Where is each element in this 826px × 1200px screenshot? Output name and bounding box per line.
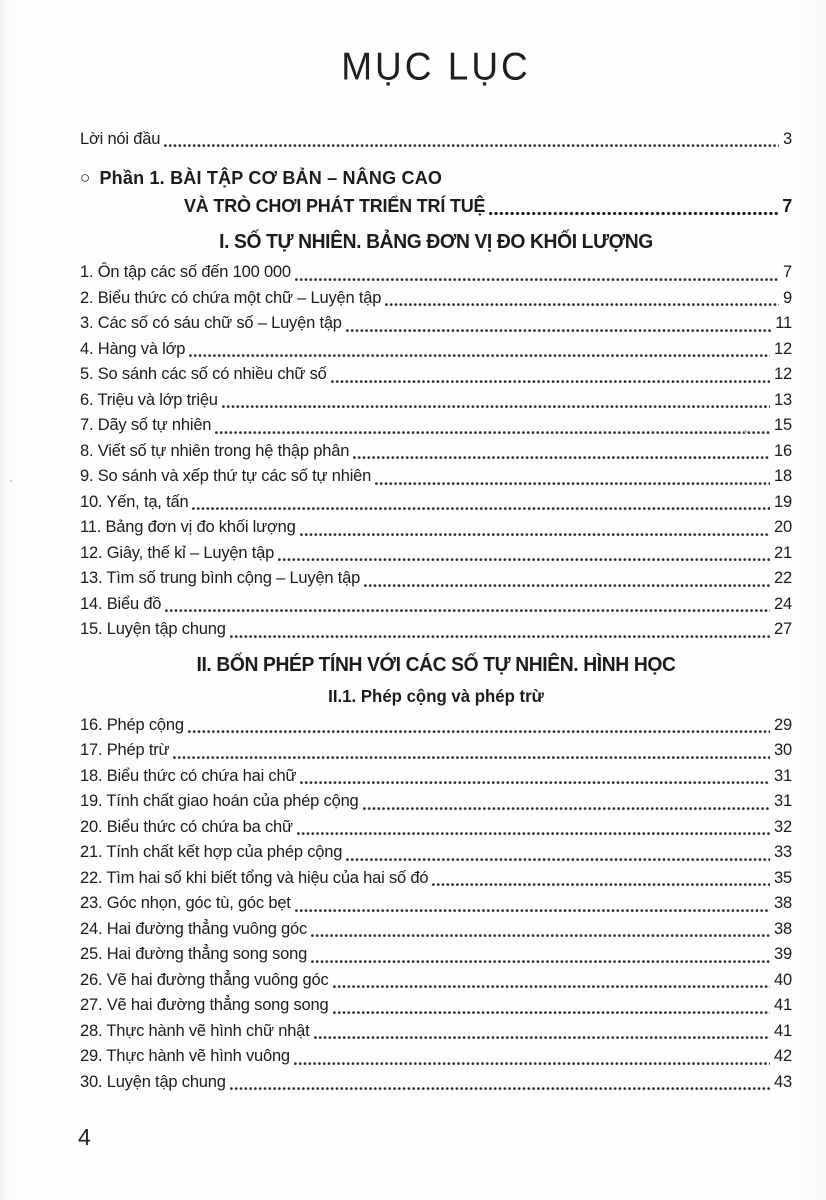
toc-entry xyxy=(80,942,792,968)
toc-entry-label: 10. Yến, tạ, tấn xyxy=(80,492,189,511)
toc-entry xyxy=(80,260,792,286)
toc-entry-page: 19 xyxy=(774,492,792,511)
dot-leader xyxy=(333,968,771,994)
toc-entry-label: Lời nói đầu xyxy=(80,129,161,148)
dot-leader xyxy=(346,840,770,866)
dot-leader xyxy=(432,866,770,892)
toc-entry-label: 23. Góc nhọn, góc tù, góc bẹt xyxy=(80,894,291,913)
toc-entry xyxy=(80,464,792,490)
dot-leader xyxy=(189,337,770,363)
toc-entry xyxy=(80,891,792,917)
toc-entry xyxy=(80,713,792,739)
toc-entry-page: 39 xyxy=(774,945,792,964)
toc-entry-page: 35 xyxy=(774,868,792,887)
toc-entry-label: 12. Giây, thế kỉ – Luyện tập xyxy=(80,543,275,562)
section-heading: II. BỐN PHÉP TÍNH VỚI CÁC SỐ TỰ NHIÊN. HÌNH HỌC xyxy=(196,652,676,676)
toc-entry xyxy=(80,917,792,943)
toc-entry-label: 1. Ôn tập các số đến 100 000 xyxy=(80,263,291,282)
toc-entry-page: 3 xyxy=(783,129,792,148)
dot-leader xyxy=(164,127,779,153)
toc-entry xyxy=(80,286,792,312)
dot-leader xyxy=(363,789,771,815)
toc-entry-label: 3. Các số có sáu chữ số – Luyện tập xyxy=(80,314,342,333)
toc-entry-label: 7. Dãy số tự nhiên xyxy=(80,416,212,435)
toc-entry-page: 11 xyxy=(775,314,792,333)
toc-entry xyxy=(80,362,792,388)
dot-leader xyxy=(165,592,770,618)
dot-leader xyxy=(375,464,770,490)
toc-entry-page: 12 xyxy=(774,365,792,384)
toc-entry-page: 15 xyxy=(774,416,792,435)
dot-leader xyxy=(192,490,770,516)
toc-entry-page: 18 xyxy=(774,467,792,486)
dot-leader xyxy=(230,617,770,643)
toc-entry-page: 16 xyxy=(774,441,792,460)
part-heading-block xyxy=(80,165,792,220)
toc-entry xyxy=(80,337,792,363)
toc-entry-page: 38 xyxy=(774,919,792,938)
toc-entry xyxy=(80,592,792,618)
dot-leader xyxy=(364,566,770,592)
toc-entry-page: 21 xyxy=(774,543,792,562)
section-subheading: II.1. Phép cộng và phép trừ xyxy=(328,685,544,706)
toc-entry-page: 7 xyxy=(783,263,792,282)
dot-leader xyxy=(314,1019,771,1045)
toc-entry-page: 38 xyxy=(774,894,792,913)
toc-entry-page: 9 xyxy=(783,288,792,307)
dot-leader xyxy=(215,413,770,439)
toc-entry xyxy=(80,439,792,465)
dot-leader xyxy=(294,1044,770,1070)
toc-entry-label: 9. So sánh và xếp thứ tự các số tự nhiên xyxy=(80,467,372,486)
toc-entry xyxy=(80,413,792,439)
dot-leader xyxy=(331,362,770,388)
toc-entry xyxy=(80,968,792,994)
toc-entry-page: 27 xyxy=(774,620,792,639)
part-heading-text-continued: VÀ TRÒ CHƠI PHÁT TRIỂN TRÍ TUỆ xyxy=(184,196,486,217)
toc-entry-page: 41 xyxy=(774,996,792,1015)
toc-entry xyxy=(80,738,792,764)
toc-entry-page: 33 xyxy=(774,843,792,862)
toc-entry-page: 12 xyxy=(774,339,792,358)
toc-entry xyxy=(80,840,792,866)
toc-entry-label: 18. Biểu thức có chứa hai chữ xyxy=(80,766,297,785)
toc-entry-page: 32 xyxy=(774,817,792,836)
toc-entry-label: 21. Tính chất kết hợp của phép cộng xyxy=(80,843,343,862)
dot-leader xyxy=(300,515,770,541)
toc-entry-label: 14. Biểu đồ xyxy=(80,594,162,613)
toc-entry-label: 17. Phép trừ xyxy=(80,741,170,760)
dot-leader xyxy=(173,738,770,764)
dot-leader xyxy=(278,541,770,567)
dot-leader xyxy=(311,942,770,968)
toc-entry-label: 11. Bảng đơn vị đo khối lượng xyxy=(80,518,296,537)
dot-leader xyxy=(222,388,770,414)
toc-entry-label: 15. Luyện tập chung xyxy=(80,620,226,639)
toc-entry-page: 43 xyxy=(774,1072,792,1091)
toc-entry-label: 28. Thực hành vẽ hình chữ nhật xyxy=(80,1021,310,1040)
toc-entry-page: 31 xyxy=(774,766,792,785)
toc-entry-label: 5. So sánh các số có nhiều chữ số xyxy=(80,365,327,384)
toc-entry-label: 4. Hàng và lớp xyxy=(80,339,186,358)
toc-entry-page: 31 xyxy=(774,792,792,811)
toc-entry-label: 20. Biểu thức có chứa ba chữ xyxy=(80,817,293,836)
toc-entry-label: 16. Phép cộng xyxy=(80,715,184,734)
dot-leader xyxy=(230,1070,770,1096)
part-heading-text: Phần 1. BÀI TẬP CƠ BẢN – NÂNG CAO xyxy=(99,168,443,189)
toc-entry-page: 13 xyxy=(774,390,792,409)
dot-leader xyxy=(489,192,778,220)
toc-entry xyxy=(80,815,792,841)
dot-leader xyxy=(353,439,770,465)
toc-entry xyxy=(80,1044,792,1070)
part-heading-line2 xyxy=(184,192,792,220)
toc-entry-label: 26. Vẽ hai đường thẳng vuông góc xyxy=(80,970,329,989)
section-heading: I. SỐ TỰ NHIÊN. BẢNG ĐƠN VỊ ĐO KHỐI LƯỢNG xyxy=(219,230,653,254)
dot-leader xyxy=(188,713,770,739)
toc-entry-label: 27. Vẽ hai đường thẳng song song xyxy=(80,996,329,1015)
toc-entry-page: 20 xyxy=(774,518,792,537)
toc-entry-label: 6. Triệu và lớp triệu xyxy=(80,390,218,409)
toc-entry-page: 41 xyxy=(774,1021,792,1040)
dot-leader xyxy=(295,260,779,286)
toc-entry-page: 7 xyxy=(782,196,792,217)
toc-entry-label: 13. Tìm số trung bình cộng – Luyện tập xyxy=(80,569,361,588)
part-heading-line1 xyxy=(80,165,792,192)
toc-entry-page: 30 xyxy=(774,741,792,760)
dot-leader xyxy=(295,891,770,917)
toc-entry xyxy=(80,541,792,567)
dot-leader xyxy=(385,286,779,312)
dot-leader xyxy=(333,993,771,1019)
toc-entry-page: 24 xyxy=(774,594,792,613)
toc-entry xyxy=(80,1019,792,1045)
toc-entry xyxy=(80,993,792,1019)
toc-entry-label: 2. Biểu thức có chứa một chữ – Luyện tập xyxy=(80,288,382,307)
toc-entry-page: 29 xyxy=(774,715,792,734)
toc-entry-label: 30. Luyện tập chung xyxy=(80,1072,226,1091)
dot-leader xyxy=(346,311,771,337)
toc-entry-page: 22 xyxy=(774,569,792,588)
dot-leader xyxy=(297,815,770,841)
toc-entry-page: 42 xyxy=(774,1047,792,1066)
toc-entry-label: 25. Hai đường thẳng song song xyxy=(80,945,308,964)
dot-leader xyxy=(311,917,770,943)
toc-entry-label: 29. Thực hành vẽ hình vuông xyxy=(80,1047,290,1066)
toc-entry-label: 8. Viết số tự nhiên trong hệ thập phân xyxy=(80,441,350,460)
scan-speck xyxy=(10,480,12,482)
circle-bullet-icon: ○ xyxy=(80,168,91,188)
toc-entry xyxy=(80,490,792,516)
toc-entry xyxy=(80,617,792,643)
toc-entry-label: 19. Tính chất giao hoán của phép cộng xyxy=(80,792,359,811)
scan-speck xyxy=(744,430,747,433)
toc-entry xyxy=(80,789,792,815)
toc-entry xyxy=(80,1070,792,1096)
toc-sections xyxy=(80,227,792,1095)
toc-entry-page: 40 xyxy=(774,970,792,989)
toc-entry xyxy=(80,566,792,592)
toc-entry xyxy=(80,515,792,541)
toc-entry-label: 22. Tìm hai số khi biết tổng và hiệu của hai số đó xyxy=(80,868,429,887)
page-number: 4 xyxy=(78,1124,91,1150)
toc-entry xyxy=(80,388,792,414)
toc-entry xyxy=(80,866,792,892)
dot-leader xyxy=(300,764,770,790)
page-title: MỤC LỤC xyxy=(341,45,531,88)
toc-entry-label: 24. Hai đường thẳng vuông góc xyxy=(80,919,308,938)
toc-entry xyxy=(80,311,792,337)
toc-entry-preface xyxy=(80,127,792,153)
toc-entry xyxy=(80,764,792,790)
